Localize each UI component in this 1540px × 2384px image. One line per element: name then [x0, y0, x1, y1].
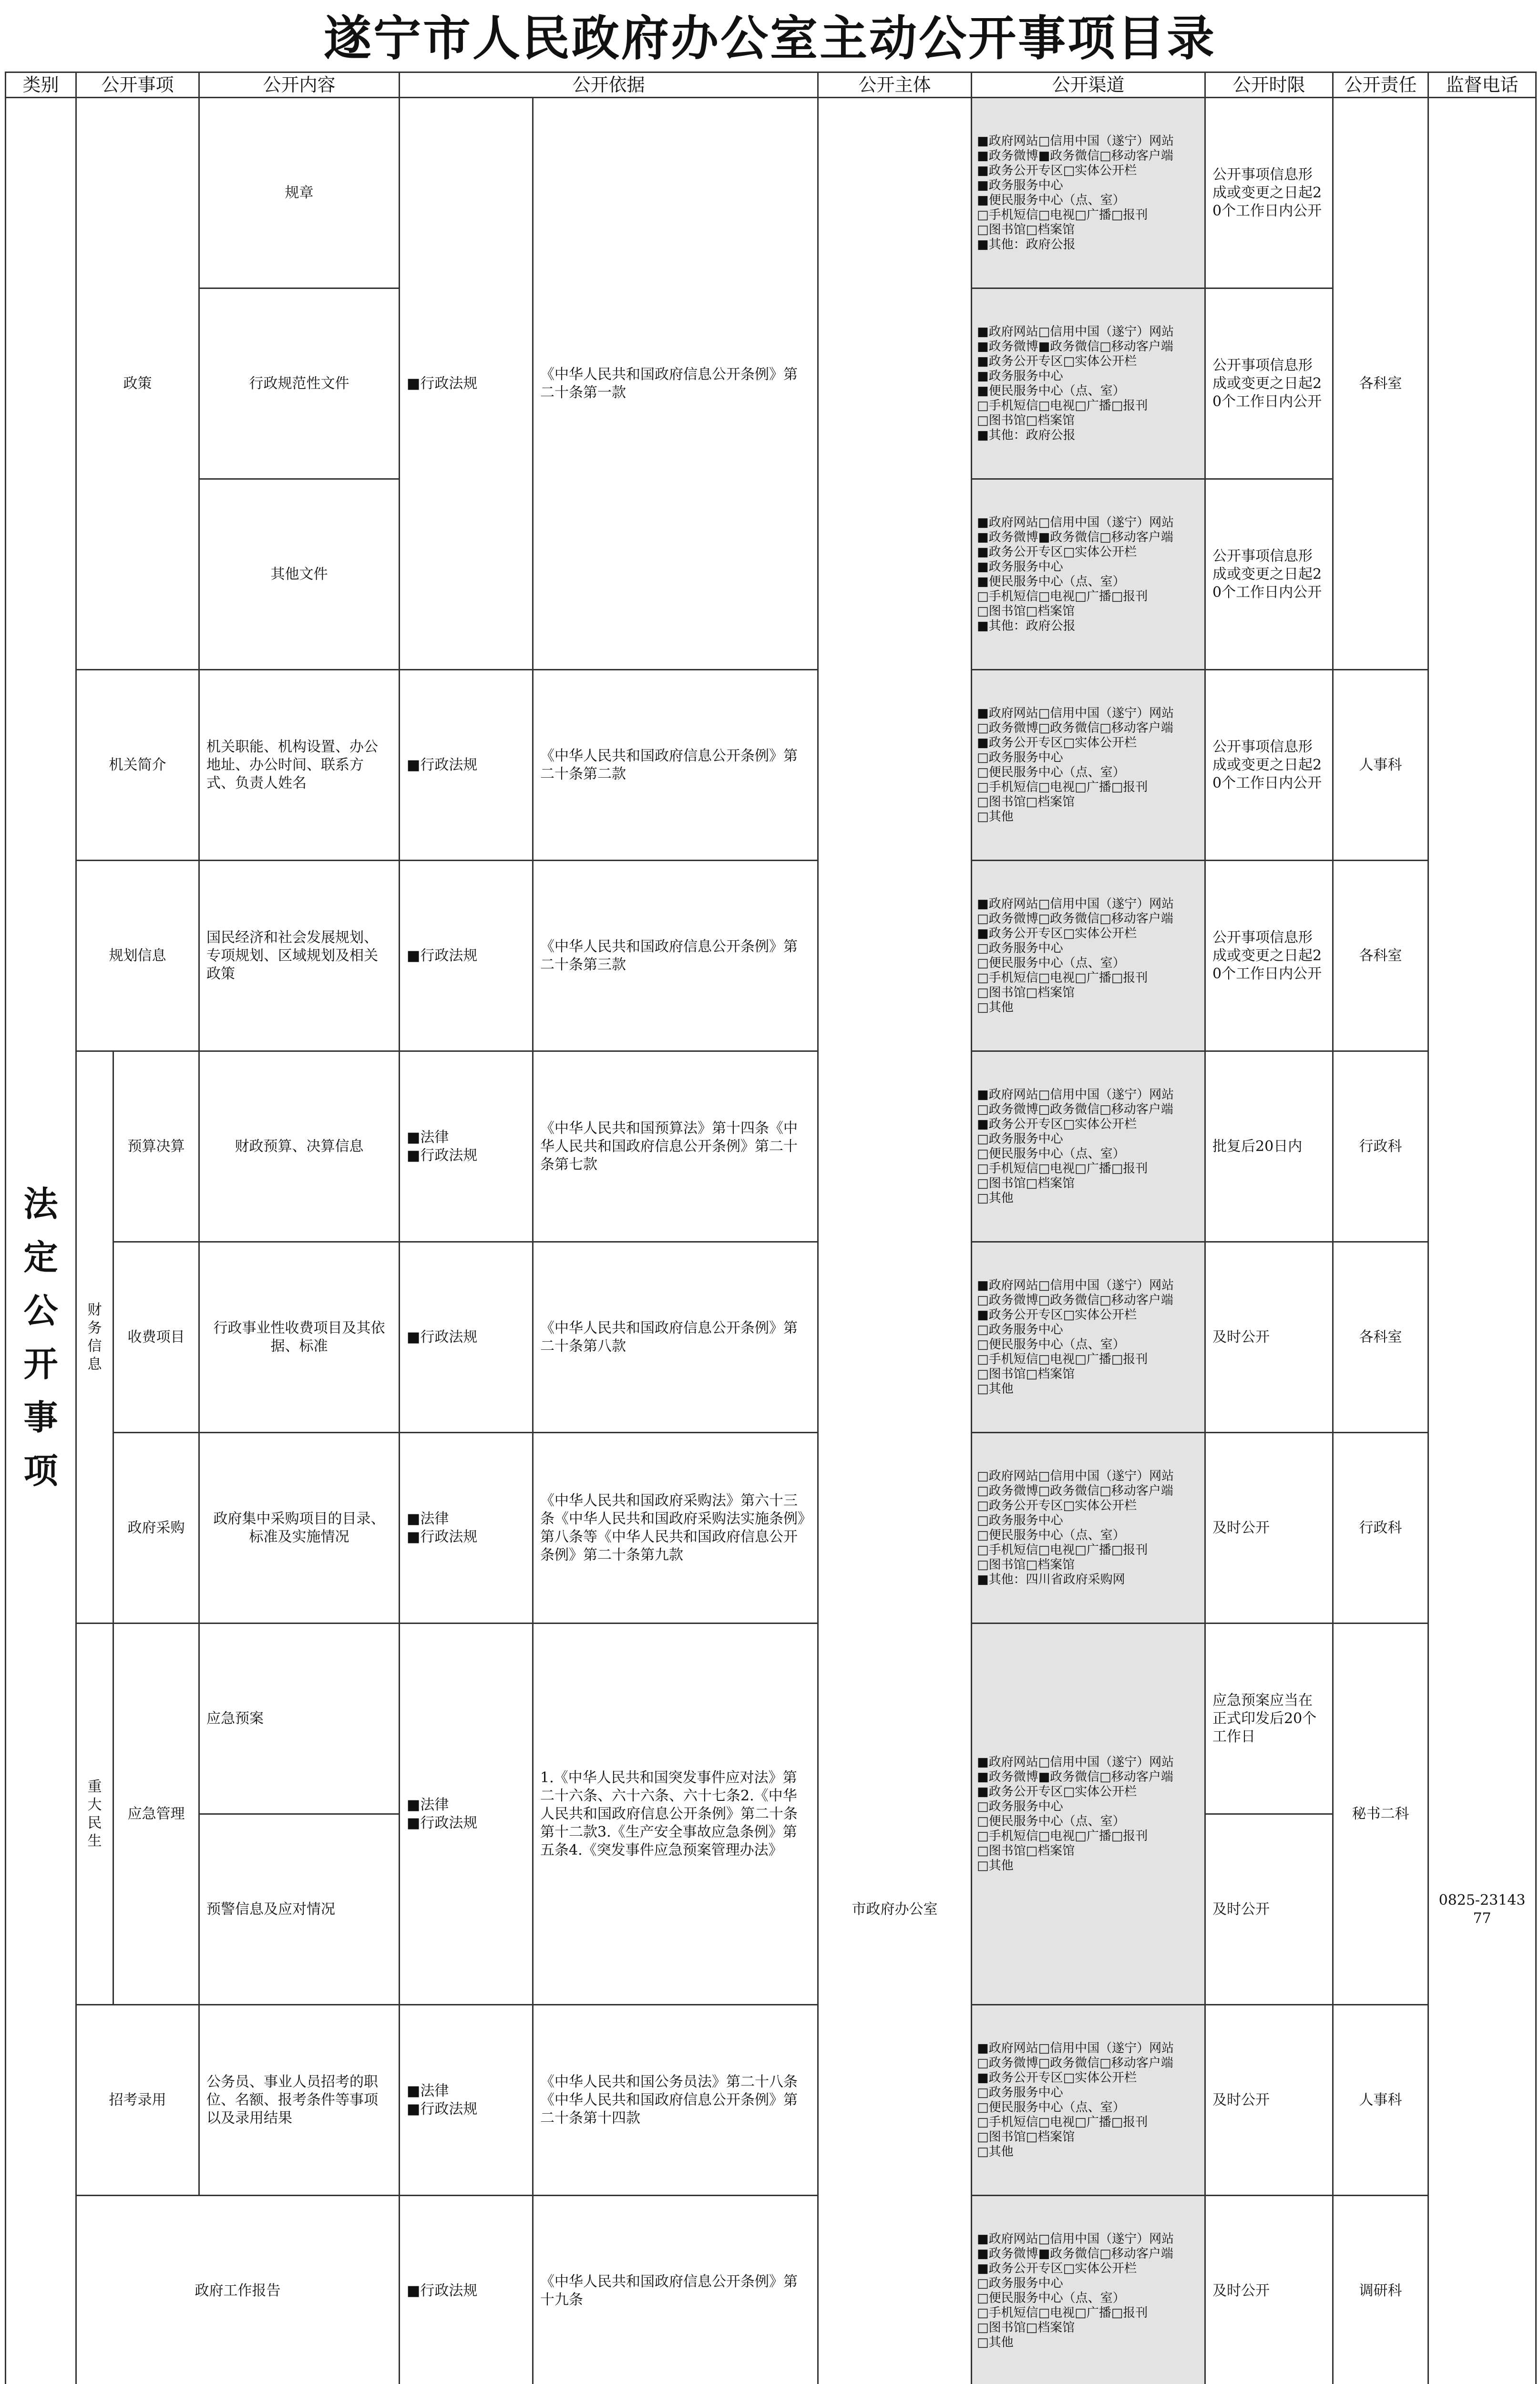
channel-line: ■政府网站□信用中国（遂宁）网站 — [977, 896, 1174, 911]
channel-line: □便民服务中心（点、室） — [977, 2100, 1125, 2115]
category-char: 法 — [23, 1183, 58, 1224]
time-limit-cell: 公开事项信息形成或变更之日起20个工作日内公开 — [1205, 861, 1333, 1051]
basis-text-cell: 《中华人民共和国政府信息公开条例》第二十条第八款 — [533, 1242, 818, 1433]
channel-line: ■政务微博■政务微信□移动客户端 — [977, 2246, 1173, 2261]
channel-line: □便民服务中心（点、室） — [977, 956, 1125, 970]
channel-line: □图书馆□档案馆 — [977, 222, 1075, 237]
channel-cell — [972, 288, 1205, 479]
channel-line: ■便民服务中心（点、室） — [977, 574, 1125, 589]
channel-line: ■政务公开专区□实体公开栏 — [977, 735, 1137, 750]
channel-line: ■政务公开专区□实体公开栏 — [977, 2261, 1137, 2276]
header-item: 公开事项 — [76, 72, 199, 98]
channel-line: ■政府网站□信用中国（遂宁）网站 — [977, 1278, 1174, 1293]
time-limit-cell: 公开事项信息形成或变更之日起20个工作日内公开 — [1205, 670, 1333, 861]
basis-text-cell: 《中华人民共和国公务员法》第二十八条《中华人民共和国政府信息公开条例》第二十条第十四款 — [533, 2005, 818, 2196]
basis-type-line: ■法律 — [407, 1510, 449, 1527]
content-cell: 应急预案 — [199, 1624, 400, 1814]
channel-line: □图书馆□档案馆 — [977, 1367, 1075, 1381]
channel-line: □其他 — [977, 1381, 1014, 1396]
channel-line: □手机短信□电视□广播□报刊 — [977, 970, 1148, 985]
basis-text-cell: 《中华人民共和国政府信息公开条例》第二十条第二款 — [533, 670, 818, 861]
item-cell: 机关简介 — [76, 670, 199, 861]
channel-line: □图书馆□档案馆 — [977, 2320, 1075, 2335]
channel-line: ■政务微博■政务微信□移动客户端 — [977, 1769, 1173, 1784]
basis-type-cell — [400, 1051, 533, 1242]
header-basis: 公开依据 — [400, 72, 818, 98]
channel-line: □图书馆□档案馆 — [977, 794, 1075, 809]
item-cell: 预算决算 — [113, 1051, 199, 1242]
responsibility-cell: 行政科 — [1333, 1433, 1428, 1624]
channel-line: □手机短信□电视□广播□报刊 — [977, 1542, 1148, 1557]
channel-line: ■政务公开专区□实体公开栏 — [977, 1784, 1137, 1799]
phone-cell: 0825-2314377 — [1428, 98, 1536, 2384]
channel-line: ■政府网站□信用中国（遂宁）网站 — [977, 324, 1174, 339]
content-cell: 机关职能、机构设置、办公地址、办公时间、联系方式、负责人姓名 — [199, 670, 400, 861]
content-cell: 其他文件 — [199, 479, 400, 670]
channel-line: □其他 — [977, 2335, 1014, 2350]
channel-line: □图书馆□档案馆 — [977, 985, 1075, 1000]
channel-cell — [972, 1433, 1205, 1624]
channel-line: ■政务服务中心 — [977, 559, 1063, 574]
basis-type-cell — [400, 2196, 533, 2384]
channel-line: □图书馆□档案馆 — [977, 1557, 1075, 1572]
channel-line: □政务服务中心 — [977, 1799, 1063, 1814]
channel-line: □手机短信□电视□广播□报刊 — [977, 2115, 1148, 2129]
category-char: 公 — [23, 1290, 58, 1331]
channel-line: □政务服务中心 — [977, 941, 1063, 956]
channel-line: □政务微博□政务微信□移动客户端 — [977, 1102, 1173, 1117]
channel-line: □便民服务中心（点、室） — [977, 2291, 1125, 2305]
channel-line: ■政务微博■政务微信□移动客户端 — [977, 339, 1173, 354]
channel-cell — [972, 479, 1205, 670]
item-cell: 政府工作报告 — [76, 2196, 400, 2384]
channel-line: ■便民服务中心（点、室） — [977, 193, 1125, 207]
table-row — [6, 1242, 1536, 1433]
table-row — [6, 861, 1536, 1051]
channel-line: □图书馆□档案馆 — [977, 413, 1075, 428]
channel-line: ■政务公开专区□实体公开栏 — [977, 1117, 1137, 1131]
channel-line: □手机短信□电视□广播□报刊 — [977, 1352, 1148, 1367]
category-char: 事 — [23, 1397, 58, 1438]
item-cell: 收费项目 — [113, 1242, 199, 1433]
basis-type-cell — [400, 861, 533, 1051]
channel-line: □便民服务中心（点、室） — [977, 1337, 1125, 1352]
channel-line: □其他 — [977, 2144, 1014, 2159]
table-row — [6, 670, 1536, 861]
channel-line: ■政府网站□信用中国（遂宁）网站 — [977, 2231, 1174, 2246]
disclosure-table — [5, 72, 1537, 2384]
basis-type-line: ■行政法规 — [407, 947, 478, 964]
channel-line: ■政务公开专区□实体公开栏 — [977, 926, 1137, 941]
channel-line: □图书馆□档案馆 — [977, 1176, 1075, 1191]
responsibility-cell: 人事科 — [1333, 670, 1428, 861]
channel-line: ■政务公开专区□实体公开栏 — [977, 545, 1137, 559]
channel-line: ■政务服务中心 — [977, 369, 1063, 383]
channel-line: □手机短信□电视□广播□报刊 — [977, 1161, 1148, 1176]
basis-text-cell: 《中华人民共和国政府信息公开条例》第二十条第一款 — [533, 98, 818, 670]
channel-line: □政务服务中心 — [977, 750, 1063, 765]
category-char: 项 — [23, 1450, 58, 1491]
channel-line: □便民服务中心（点、室） — [977, 765, 1125, 780]
header-row — [6, 72, 1536, 98]
group-policy: 政策 — [76, 98, 199, 670]
header-responsibility: 公开责任 — [1333, 72, 1428, 98]
channel-line: ■政府网站□信用中国（遂宁）网站 — [977, 2041, 1174, 2055]
channel-line: □手机短信□电视□广播□报刊 — [977, 1829, 1148, 1843]
header-time-limit: 公开时限 — [1205, 72, 1333, 98]
time-limit-cell: 及时公开 — [1205, 1242, 1333, 1433]
basis-text-cell: 《中华人民共和国政府信息公开条例》第二十条第三款 — [533, 861, 818, 1051]
channel-line: □便民服务中心（点、室） — [977, 1146, 1125, 1161]
channel-line: ■政府网站□信用中国（遂宁）网站 — [977, 1087, 1174, 1102]
channel-line: ■其他：政府公报 — [977, 237, 1076, 252]
group-finance: 财务信息 — [76, 1051, 113, 1624]
channel-line: ■其他：政府公报 — [977, 618, 1076, 633]
channel-line: ■其他：四川省政府采购网 — [977, 1572, 1125, 1587]
responsibility-cell: 行政科 — [1333, 1051, 1428, 1242]
item-cell: 招考录用 — [76, 2005, 199, 2196]
channel-line: ■政府网站□信用中国（遂宁）网站 — [977, 515, 1174, 530]
basis-type-cell — [400, 1624, 533, 2005]
channel-line: □政务微博□政务微信□移动客户端 — [977, 1483, 1173, 1498]
channel-line: □政务微博□政务微信□移动客户端 — [977, 720, 1173, 735]
channel-line: □政务服务中心 — [977, 2085, 1063, 2100]
table-body — [6, 98, 1536, 2384]
time-limit-cell: 及时公开 — [1205, 2196, 1333, 2384]
responsibility-cell: 各科室 — [1333, 861, 1428, 1051]
channel-line: □政务微博□政务微信□移动客户端 — [977, 911, 1173, 926]
channel-line: ■政务公开专区□实体公开栏 — [977, 163, 1137, 178]
table-row — [6, 1051, 1536, 1242]
responsibility-cell: 人事科 — [1333, 2005, 1428, 2196]
channel-cell — [972, 861, 1205, 1051]
item-cell: 政府采购 — [113, 1433, 199, 1624]
basis-type-line: ■行政法规 — [407, 756, 478, 773]
content-cell: 规章 — [199, 98, 400, 288]
basis-type-line: ■行政法规 — [407, 1528, 478, 1545]
channel-line: □手机短信□电视□广播□报刊 — [977, 589, 1148, 604]
responsibility-cell: 调研科 — [1333, 2196, 1428, 2384]
channel-cell — [972, 2005, 1205, 2196]
table-row — [6, 1433, 1536, 1624]
channel-line: □政务服务中心 — [977, 1322, 1063, 1337]
channel-cell — [972, 670, 1205, 861]
channel-line: □手机短信□电视□广播□报刊 — [977, 398, 1148, 413]
channel-cell — [972, 1051, 1205, 1242]
channel-line: ■政府网站□信用中国（遂宁）网站 — [977, 134, 1174, 148]
time-limit-cell: 公开事项信息形成或变更之日起20个工作日内公开 — [1205, 288, 1333, 479]
channel-line: ■便民服务中心（点、室） — [977, 383, 1125, 398]
channel-line: □政务服务中心 — [977, 1131, 1063, 1146]
channel-line: ■政务微博■政务微信□移动客户端 — [977, 530, 1173, 545]
basis-type-cell — [400, 2005, 533, 2196]
basis-type-line: ■行政法规 — [407, 1328, 478, 1346]
content-cell: 行政事业性收费项目及其依据、标准 — [199, 1242, 400, 1433]
content-cell: 预警信息及应对情况 — [199, 1814, 400, 2005]
responsibility-cell: 各科室 — [1333, 98, 1428, 670]
channel-line: □政务服务中心 — [977, 1513, 1063, 1528]
channel-line: ■政务微博■政务微信□移动客户端 — [977, 148, 1173, 163]
channel-line: □手机短信□电视□广播□报刊 — [977, 207, 1148, 222]
header-phone: 监督电话 — [1428, 72, 1536, 98]
time-limit-cell: 公开事项信息形成或变更之日起20个工作日内公开 — [1205, 479, 1333, 670]
page-title: 遂宁市人民政府办公室主动公开事项目录 — [324, 10, 1216, 66]
content-cell: 财政预算、决算信息 — [199, 1051, 400, 1242]
item-cell: 应急管理 — [113, 1624, 199, 2005]
basis-type-line: ■行政法规 — [407, 2282, 478, 2299]
content-cell: 政府集中采购项目的目录、标准及实施情况 — [199, 1433, 400, 1624]
channel-line: □图书馆□档案馆 — [977, 2129, 1075, 2144]
channel-cell — [972, 1624, 1205, 2005]
basis-type-line: ■行政法规 — [407, 1147, 478, 1164]
channel-line: ■政府网站□信用中国（遂宁）网站 — [977, 706, 1174, 720]
channel-cell — [972, 98, 1205, 288]
table-row — [6, 98, 1536, 288]
channel-line: □图书馆□档案馆 — [977, 604, 1075, 618]
table-row — [6, 2196, 1536, 2384]
channel-line: □政务服务中心 — [977, 2276, 1063, 2291]
channel-line: ■政务公开专区□实体公开栏 — [977, 1307, 1137, 1322]
channel-line: ■政务服务中心 — [977, 178, 1063, 193]
header-subject: 公开主体 — [818, 72, 972, 98]
time-limit-cell: 及时公开 — [1205, 2005, 1333, 2196]
category-char: 定 — [23, 1236, 58, 1277]
basis-type-cell — [400, 670, 533, 861]
table-row — [6, 1624, 1536, 1814]
channel-line: ■其他：政府公报 — [977, 428, 1076, 442]
basis-type-line: ■法律 — [407, 2082, 449, 2099]
channel-cell — [972, 2196, 1205, 2384]
basis-type-line: ■行政法规 — [407, 1814, 478, 1831]
channel-line: □政务微博□政务微信□移动客户端 — [977, 1293, 1173, 1307]
category-char: 开 — [23, 1343, 58, 1384]
basis-type-cell — [400, 1242, 533, 1433]
time-limit-cell: 批复后20日内 — [1205, 1051, 1333, 1242]
basis-text-cell: 《中华人民共和国政府采购法》第六十三条《中华人民共和国政府采购法实施条例》第八条等《中华人民共和国政府信息公开条例》第二十条第九款 — [533, 1433, 818, 1624]
header-channel: 公开渠道 — [972, 72, 1205, 98]
basis-text-cell: 《中华人民共和国政府信息公开条例》第十九条 — [533, 2196, 818, 2384]
channel-line: □图书馆□档案馆 — [977, 1843, 1075, 1858]
time-limit-cell: 及时公开 — [1205, 1433, 1333, 1624]
channel-line: ■政府网站□信用中国（遂宁）网站 — [977, 1755, 1174, 1769]
basis-text-cell: 1.《中华人民共和国突发事件应对法》第二十六条、六十六条、六十七条2.《中华人民共和国政府信息公开条例》第二十条第十二款3.《生产安全事故应急条例》第五条4.《突发事件应急预案管理办法》 — [533, 1624, 818, 2005]
basis-type-line: ■行政法规 — [407, 375, 478, 392]
basis-type-line: ■行政法规 — [407, 2100, 478, 2117]
table-row — [6, 2005, 1536, 2196]
item-cell: 规划信息 — [76, 861, 199, 1051]
responsibility-cell: 秘书二科 — [1333, 1624, 1428, 2005]
content-cell: 国民经济和社会发展规划、专项规划、区域规划及相关政策 — [199, 861, 400, 1051]
basis-type-cell — [400, 98, 533, 670]
channel-cell — [972, 1242, 1205, 1433]
header-category: 类别 — [6, 72, 76, 98]
channel-line: ■政务公开专区□实体公开栏 — [977, 2070, 1137, 2085]
time-limit-cell: 应急预案应当在正式印发后20个工作日 — [1205, 1624, 1333, 1814]
channel-line: □其他 — [977, 809, 1014, 824]
basis-type-line: ■法律 — [407, 1129, 449, 1146]
basis-type-cell — [400, 1433, 533, 1624]
content-cell: 行政规范性文件 — [199, 288, 400, 479]
content-cell: 公务员、事业人员招考的职位、名额、报考条件等事项以及录用结果 — [199, 2005, 400, 2196]
time-limit-cell: 公开事项信息形成或变更之日起20个工作日内公开 — [1205, 98, 1333, 288]
basis-text-cell: 《中华人民共和国预算法》第十四条《中华人民共和国政府信息公开条例》第二十条第七款 — [533, 1051, 818, 1242]
category-statutory — [6, 98, 76, 2384]
channel-line: □其他 — [977, 1191, 1014, 1205]
responsibility-cell: 各科室 — [1333, 1242, 1428, 1433]
subject-cell: 市政府办公室 — [818, 98, 972, 2384]
channel-line: ■政务公开专区□实体公开栏 — [977, 354, 1137, 369]
time-limit-cell: 及时公开 — [1205, 1814, 1333, 2005]
channel-line: □政府网站□信用中国（遂宁）网站 — [977, 1469, 1174, 1483]
channel-line: □手机短信□电视□广播□报刊 — [977, 780, 1148, 794]
channel-line: □其他 — [977, 1000, 1014, 1015]
basis-type-line: ■法律 — [407, 1796, 449, 1813]
channel-line: □便民服务中心（点、室） — [977, 1814, 1125, 1829]
channel-line: □手机短信□电视□广播□报刊 — [977, 2305, 1148, 2320]
channel-line: □政务微博□政务微信□移动客户端 — [977, 2055, 1173, 2070]
header-content: 公开内容 — [199, 72, 400, 98]
group-livelihood: 重大民生 — [76, 1624, 113, 2005]
channel-line: □其他 — [977, 1858, 1014, 1873]
channel-line: □便民服务中心（点、室） — [977, 1528, 1125, 1542]
channel-line: □政务公开专区□实体公开栏 — [977, 1498, 1137, 1513]
